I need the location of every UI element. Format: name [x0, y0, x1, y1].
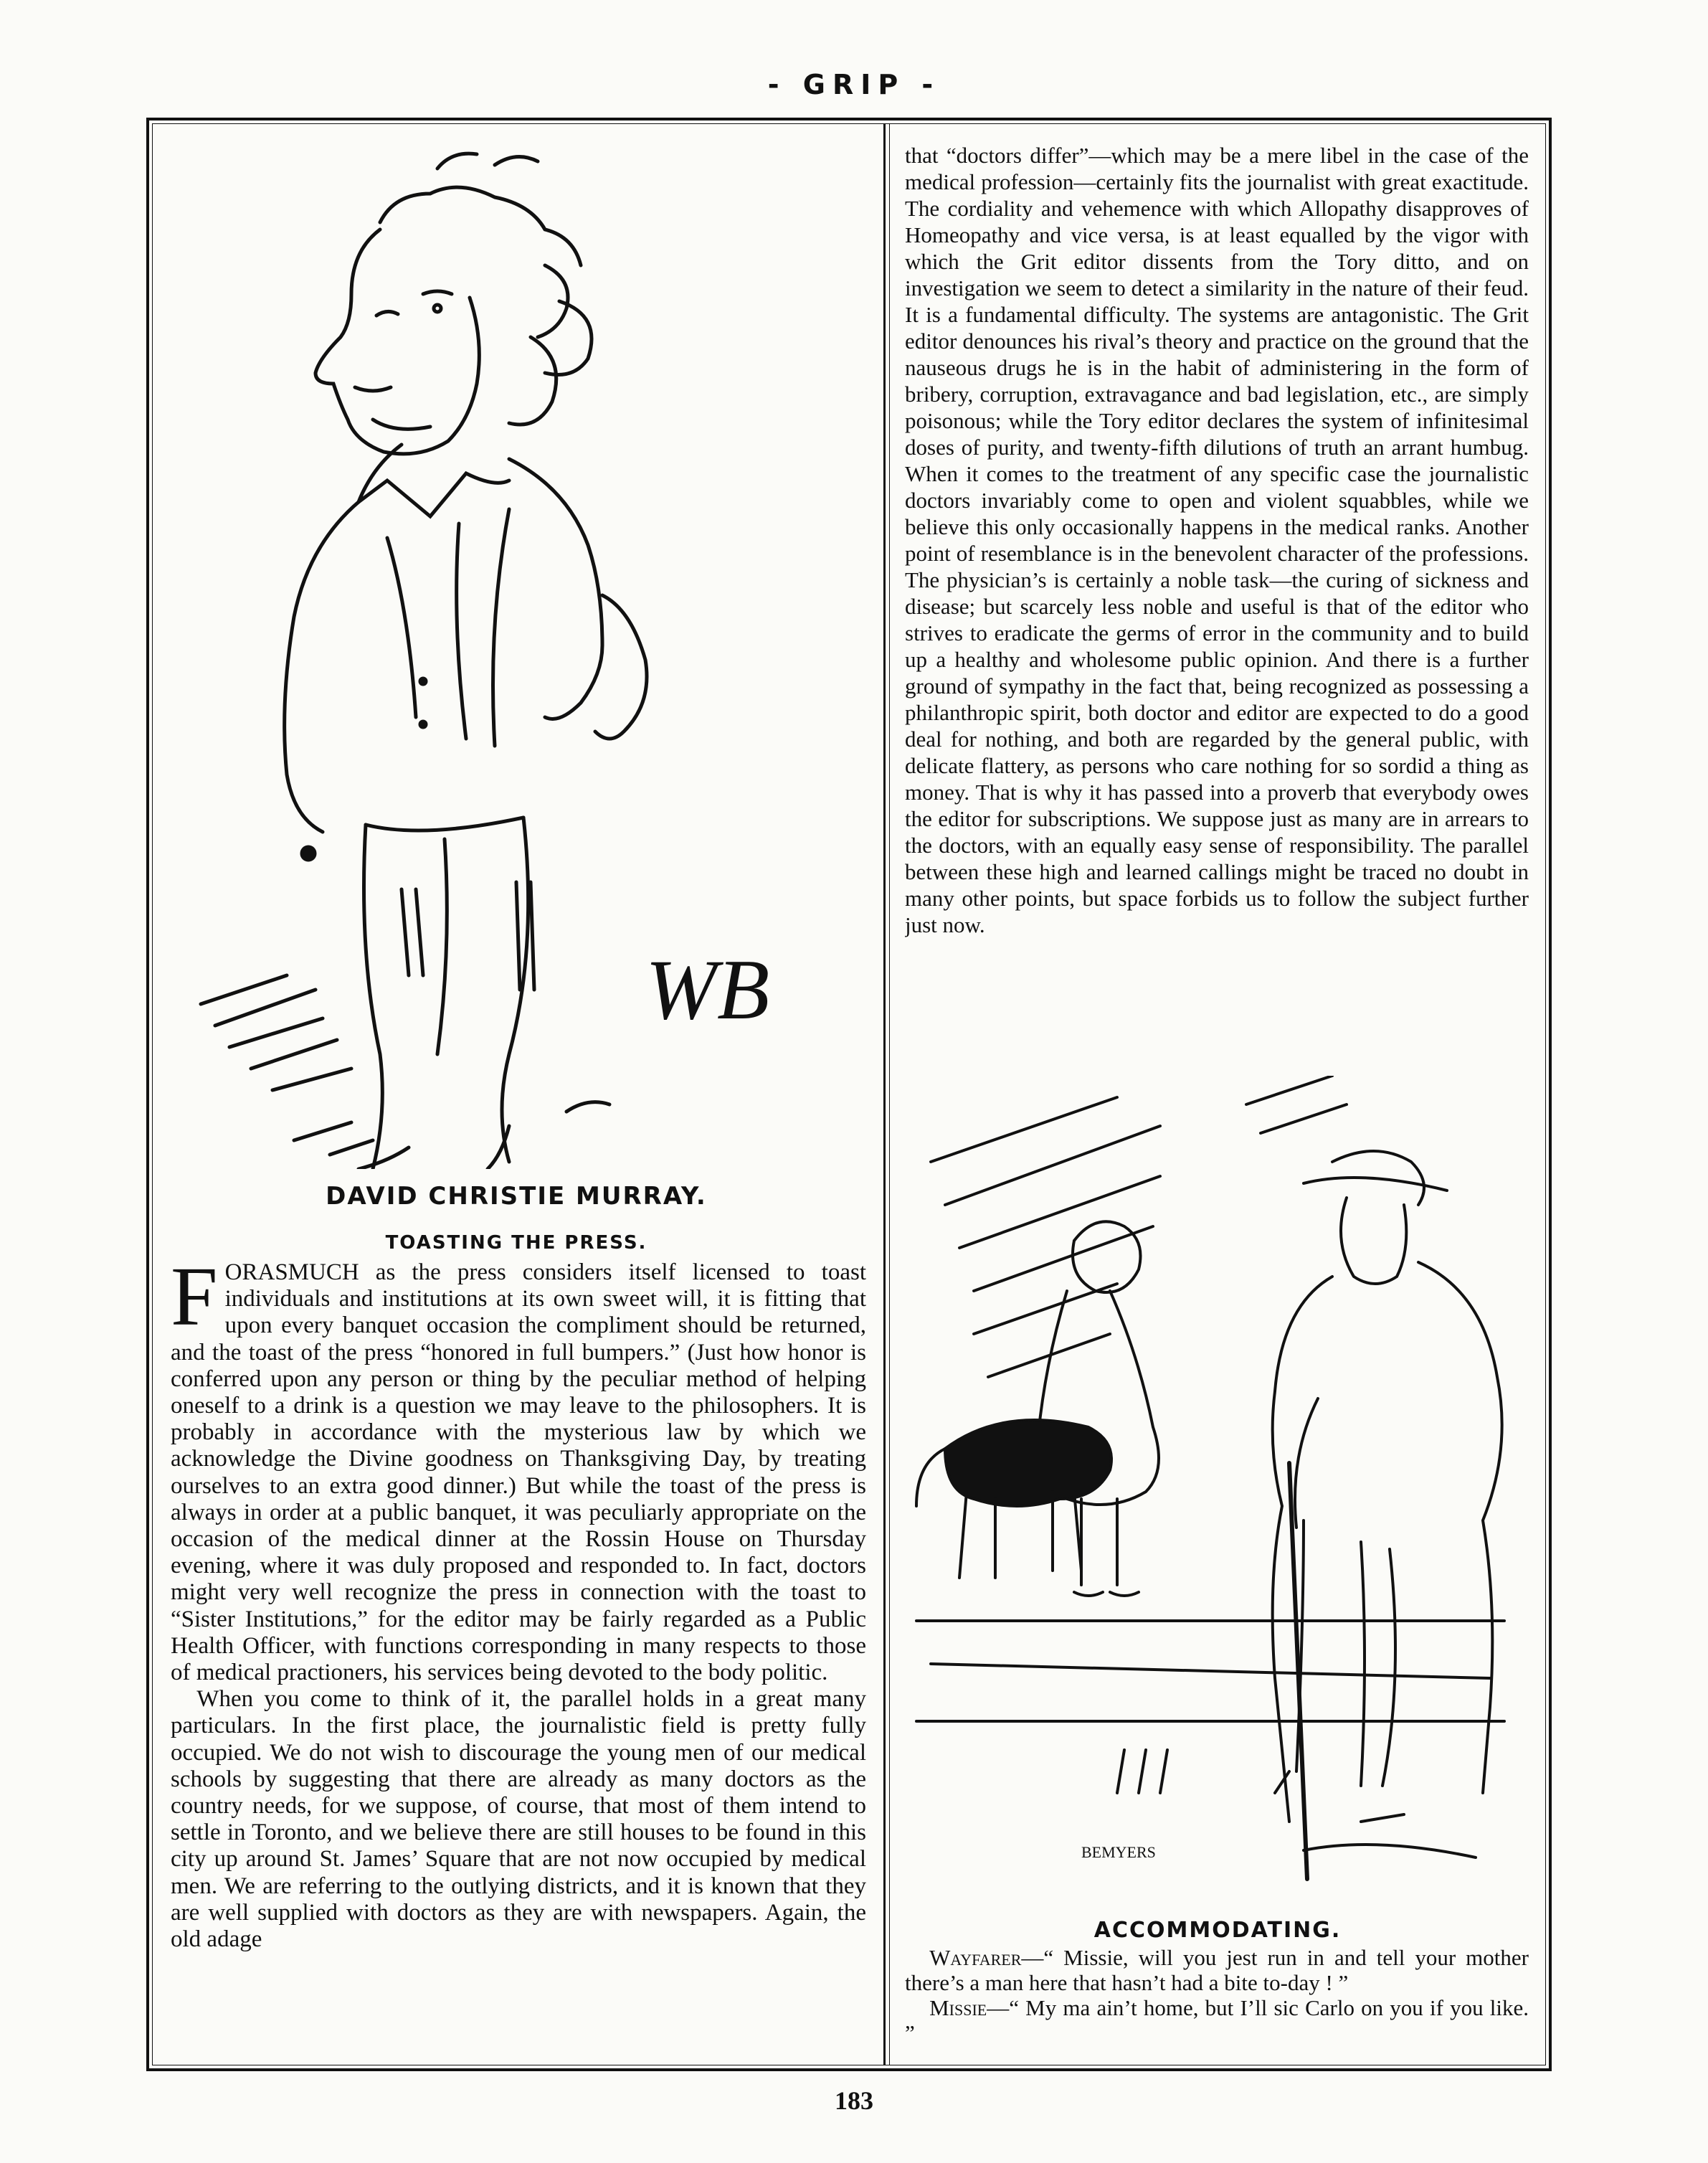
speaker-missie: Missie — [929, 1995, 987, 2020]
missie-line — [905, 1995, 1529, 2045]
column-divider — [883, 123, 886, 2065]
article-heading: TOASTING THE PRESS. — [385, 1232, 647, 1254]
speaker-wayfarer: Wayfarer — [929, 1945, 1022, 1970]
page-number: 183 — [835, 2086, 873, 2115]
cartoon-signature: BEMYERS — [1081, 1843, 1156, 1861]
article-paragraph-1 — [171, 1259, 866, 1686]
portrait-signature: WB — [645, 942, 770, 1037]
article-paragraph-2: When you come to think of it, the parallel holds in a great many particulars. In the first place, the journalistic field is pretty fully occupied. We do not wish to discourage the young men of our medical schools by suggesting that there are already as many doctors as the country needs, for we suppose, of course, that most of them intend to settle in Toronto, and we believe there are still houses to be found in this city up around St. James’ Square that are not now occupied by medical men. We are referring to the outlying districts, and it is known that they are well supplied with doctors as they are with newspapers. Again, the old adage — [171, 1686, 866, 1953]
article-paragraph-3: that “doctors differ”—which may be a mere libel in the case of the medical profession—certainly fits the journalist with great exactitude. The cordiality and vehemence with which Allopathy disapproves of Homeopathy and vice versa, is at least equalled by the vigor with which the Grit editor dissents from the Tory ditto, and on investigation we seem to detect a similarity in the nature of their feud. It is a fundamental difficulty. The systems are antagonistic. The Grit editor denounces his rival’s theory and practice on the ground that the nauseous drugs he is in the habit of administering in the form of bribery, corruption, extravagance and bad legislation, etc., are simply poisonous; while the Tory editor declares the system of infinitesimal doses of purity, and twenty-fifth dilutions of truth an arrant humbug. When it comes to the treatment of any specific case the journalistic doctors invariably come to open and violent squabbles, while we believe this only occasionally happens in the medical ranks. Another point of resemblance is in the benevolent character of the professions. The physician’s is certainly a noble task—the curing of sickness and disease; but scarcely less noble and useful is that of the editor who strives to eradicate the germs of error in the community and to build up a healthy and wholesome public opinion. And there is a further ground of sympathy in the fact that, being recognized as possessing a philanthropic spirit, both doctor and editor are expected to do a good deal for nothing, and both are regarded by the general public, with delicate flattery, as persons who care nothing for so sordid a thing as money. That is why it has passed into a proverb that everybody owes the editor for subscriptions. We suppose just as many are in arrears to the doctors, with an equally easy sense of responsibility. The parallel between these high and learned callings might be traced no doubt in many other points, but space forbids us to follow the subject further just now. — [905, 143, 1529, 937]
masthead: - GRIP - — [767, 69, 941, 100]
column-divider-thin — [889, 123, 890, 2065]
cartoon-illustration — [902, 1076, 1533, 1901]
article-left-column — [171, 1259, 866, 2055]
drop-cap: F — [171, 1259, 218, 1343]
cartoon-dialogue — [905, 1945, 1529, 2045]
wayfarer-text: —“ Missie, will you jest run in and tell your mother there’s a man here that hasn’t had a bite to-day ! ” — [905, 1945, 1529, 1995]
portrait-caption: DAVID CHRISTIE MURRAY. — [326, 1182, 707, 1211]
missie-text: —“ My ma ain’t home, but I’ll sic Carlo on you if you like. ” — [905, 1995, 1529, 2045]
caricature-portrait — [186, 136, 846, 1169]
article-right-column — [905, 142, 1529, 1067]
wayfarer-line — [905, 1945, 1529, 1995]
article-paragraph-1-text: ORASMUCH as the press considers itself licensed to toast individuals and institutions at its own sweet will, it is fitting that upon every banquet occasion the compliment should be returned, and the toast of the press “honored in full bumpers.” (Just how honor is conferred upon any person or thing by the peculiar method of helping oneself to a drink is a question we may leave to the philosophers. It is probably in accordance with the mysterious law by which we acknowledge the Divine goodness on Thanksgiving Day, by treating ourselves to an extra good dinner.) But while the toast of the press is always in order at a public banquet, it was peculiarly appropriate on the occasion of the medical dinner at the Rossin House on Thursday evening, where it was duly proposed and responded to. In fact, doctors might very well recognize the press in connection with the toast to “Sister Institutions,” for the editor may be fairly regarded as a Public Health Officer, with functions corresponding in many respects to those of medical practioners, his services being devoted to the body politic. — [171, 1259, 866, 1686]
cartoon-caption: ACCOMMODATING. — [1093, 1918, 1342, 1943]
